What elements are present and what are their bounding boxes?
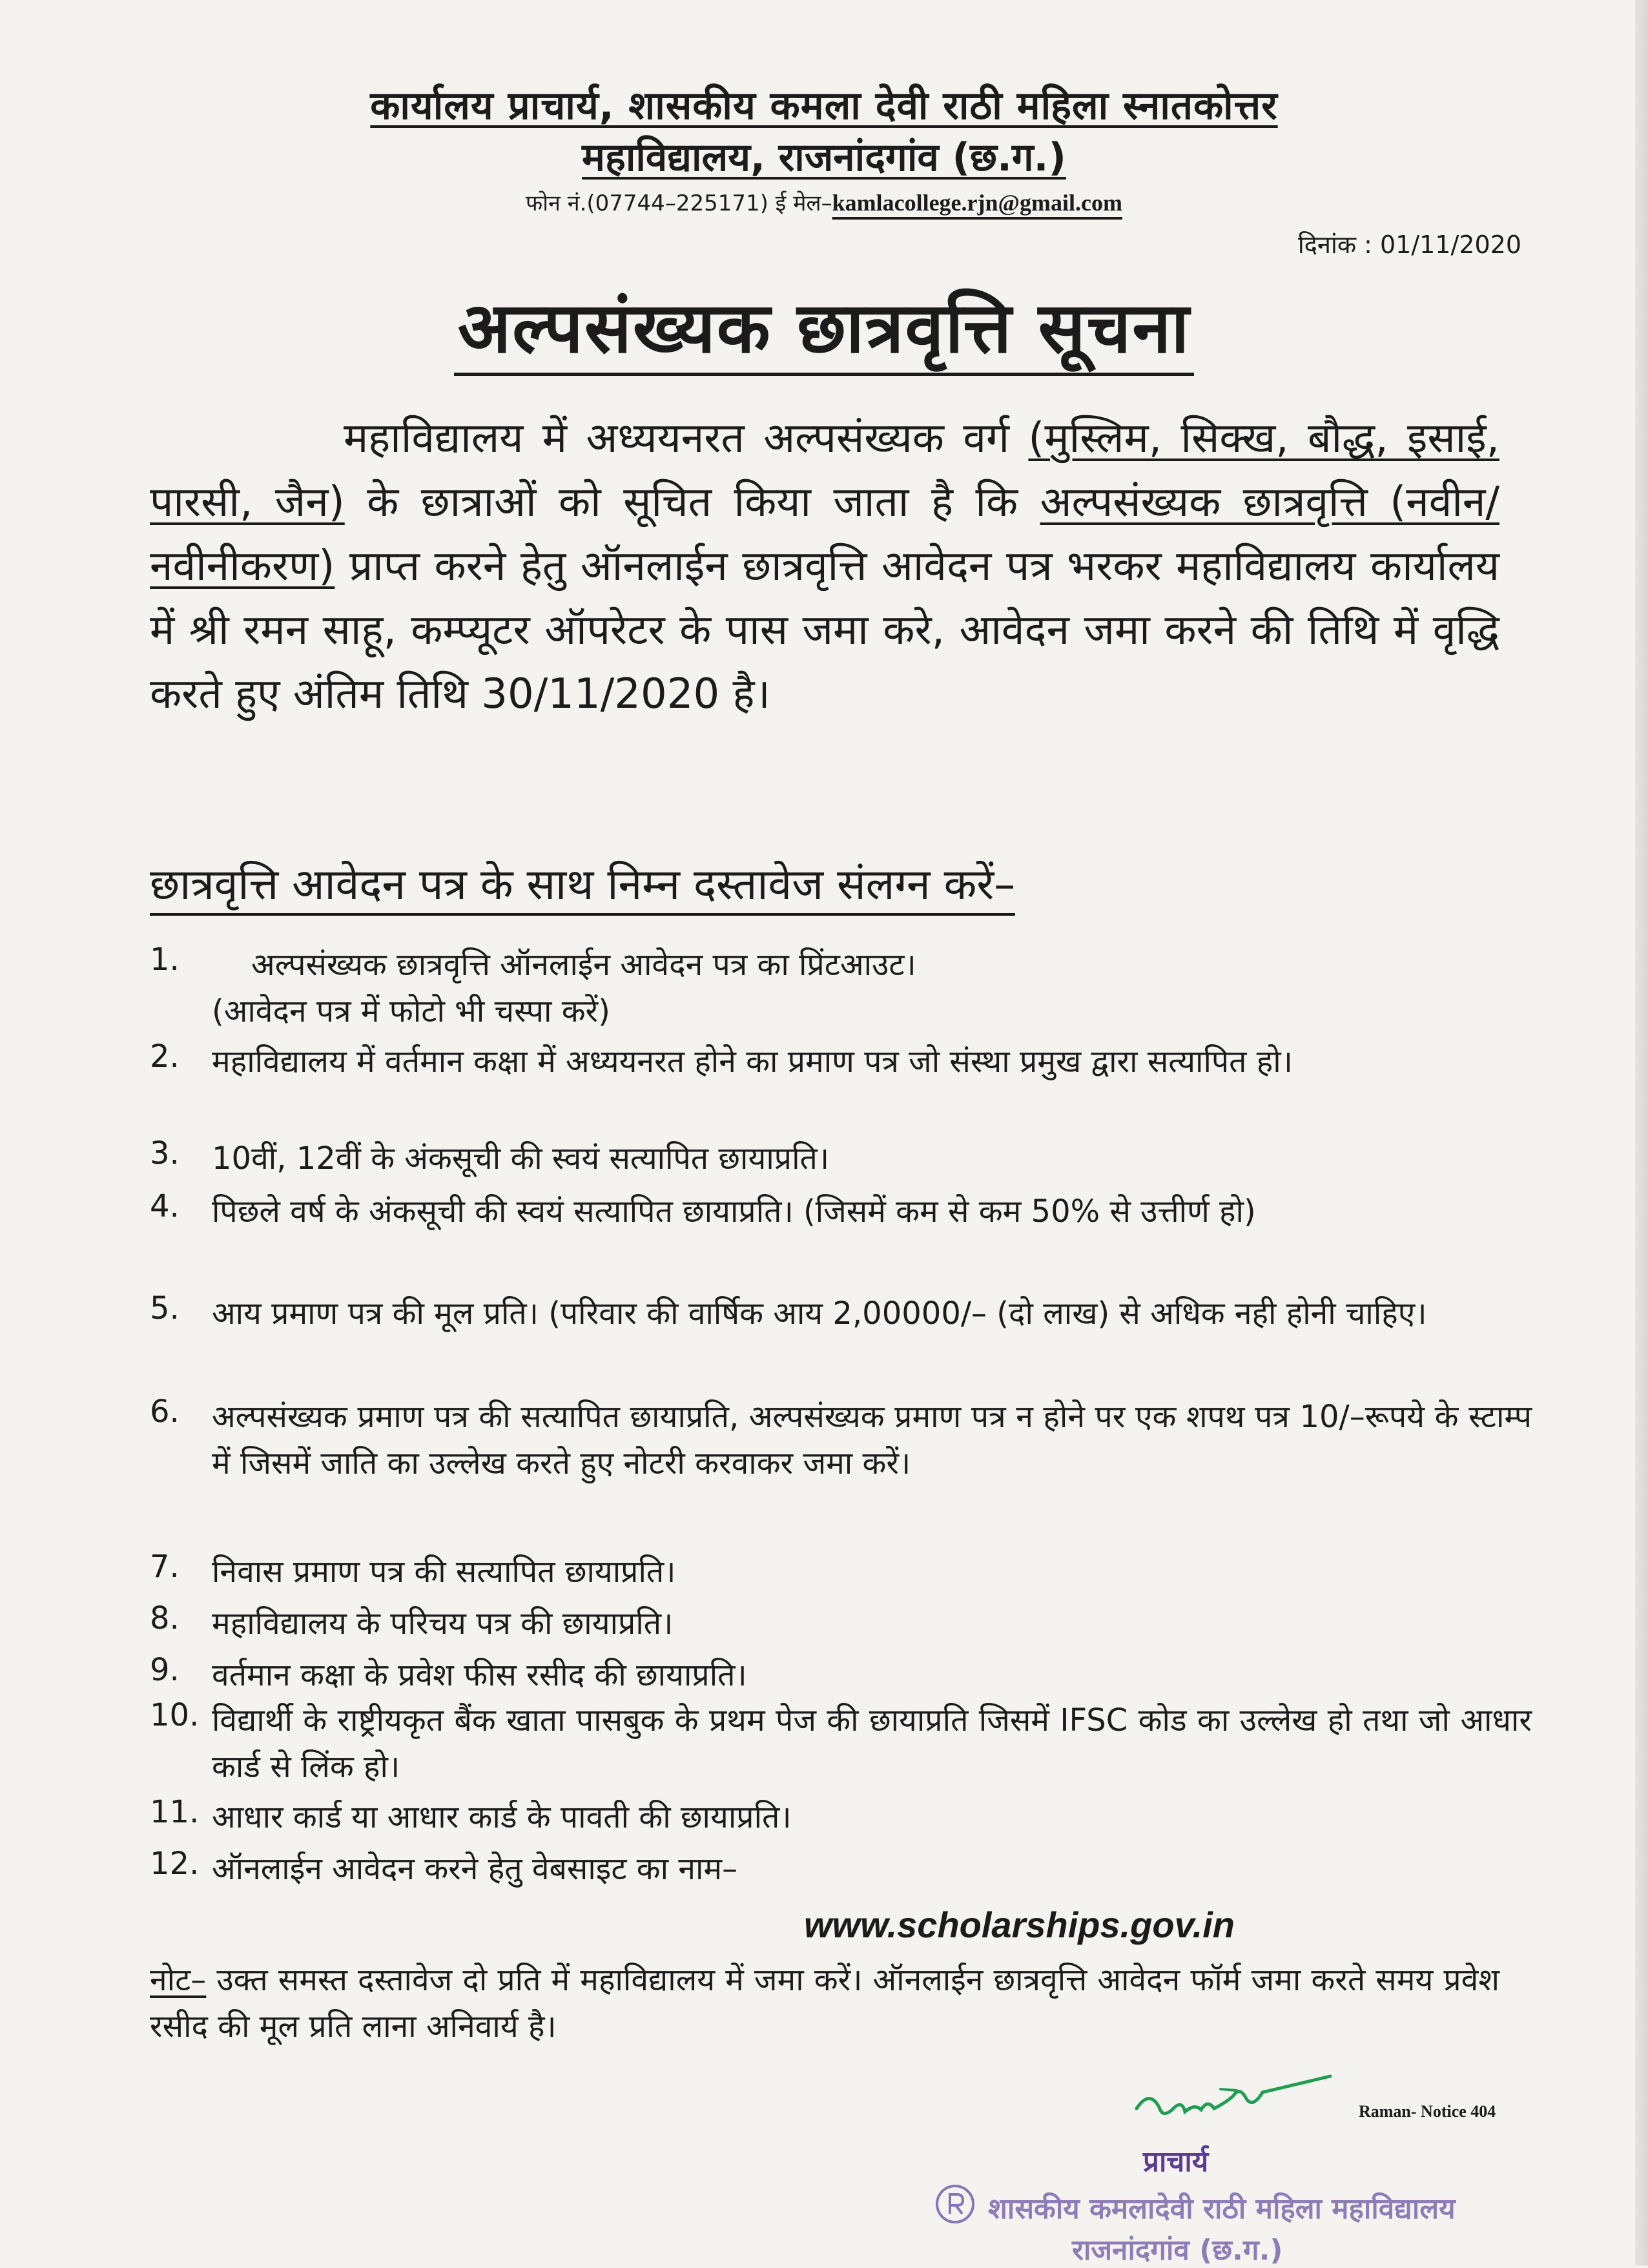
phone-text: फोन नं.(07744–225171) ई मेल– (526, 191, 832, 216)
signature-image (1124, 2063, 1337, 2134)
intro-paragraph: महाविद्यालय में अध्ययनरत अल्पसंख्यक वर्ग (मुस्लिम, सिक्ख, बौद्ध, इसाई, पारसी, जैन) के छात्राओं को सूचित किया जाता है कि अल्पसंख्यक छात्रवृत्ति (नवीन/नवीनीकरण) प्राप्त करने हेतु ऑनलाईन छात्रवृत्ति आवेदन पत्र भरकर महाविद्यालय कार्यालय में श्री रमन साहू, कम्प्यूटर ऑपरेटर के पास जमा करे, आवेदन जमा करने की तिथि में वृद्धि करते हुए अंतिम तिथि 30/11/2020 है। (150, 415, 1500, 718)
notice-title: अल्पसंख्यक छात्रवृत्ति सूचना (0, 278, 1648, 373)
institution-stamp: शासकीय कमलादेवी राठी महिला महाविद्यालय (988, 2192, 1456, 2225)
notice-reference: Raman- Notice 404 (1359, 2102, 1496, 2121)
documents-subheading: छात्रवृत्ति आवेदन पत्र के साथ निम्न दस्तावेज संलग्न करें– (150, 854, 1015, 912)
note-paragraph: नोट– उक्त समस्त दस्तावेज दो प्रति में महाविद्यालय में जमा करें। ऑनलाईन छात्रवृत्ति आवेदन फॉर्म जमा करते समय प्रवेश रसीद की मूल प्रति लाना अनिवार्य है। (150, 1962, 1499, 2045)
scholarship-website-link[interactable]: www.scholarships.gov.in (804, 1904, 1235, 1945)
note-label: नोट– (150, 1962, 207, 1998)
place-stamp: राजनांदगांव (छ.ग.) (1072, 2234, 1283, 2267)
community-list: (मुस्लिम, सिक्ख, बौद्ध, इसाई, पारसी, जैन) (150, 415, 1499, 526)
contact-line (0, 187, 1648, 217)
scholarship-type: अल्पसंख्यक छात्रवृत्ति (नवीन/नवीनीकरण) (150, 479, 1500, 590)
office-heading-line2: महाविद्यालय, राजनांदगांव (छ.ग.) (582, 135, 1066, 180)
email-link[interactable]: kamlacollege.rjn@gmail.com (832, 190, 1122, 216)
principal-designation-stamp: प्राचार्य (1143, 2145, 1209, 2178)
notice-date: दिनांक : 01/11/2020 (1297, 231, 1521, 259)
office-heading-line1: कार्यालय प्राचार्य, शासकीय कमला देवी राठी महिला स्नातकोत्तर (370, 83, 1278, 129)
